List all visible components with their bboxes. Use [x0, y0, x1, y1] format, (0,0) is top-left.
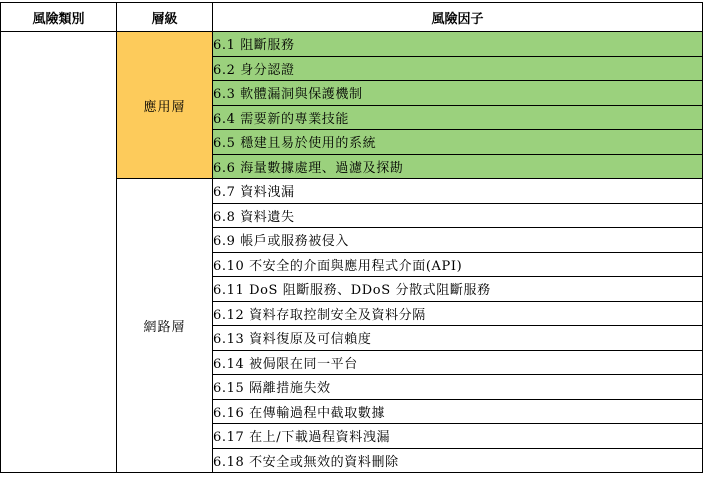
- risk-factor-table: [0, 2, 703, 473]
- risk-factor-cell: 6.5 穩建且易於使用的系統: [213, 130, 703, 155]
- risk-category-cell: [1, 32, 117, 473]
- risk-factor-cell: 6.4 需要新的專業技能: [213, 105, 703, 130]
- risk-factor-cell: 6.13 資料復原及可信賴度: [213, 326, 703, 351]
- risk-factor-cell: 6.2 身分認證: [213, 56, 703, 81]
- risk-factor-cell: 6.18 不安全或無效的資料刪除: [213, 448, 703, 473]
- header-risk-category: 風險類別: [1, 3, 117, 32]
- risk-factor-cell: 6.16 在傳輸過程中截取數據: [213, 399, 703, 424]
- table-row: [1, 32, 703, 57]
- risk-factor-cell: 6.15 隔離措施失效: [213, 375, 703, 400]
- risk-factor-cell: 6.3 軟體漏洞與保護機制: [213, 81, 703, 106]
- header-row: [1, 3, 703, 32]
- risk-factor-cell: 6.9 帳戶或服務被侵入: [213, 228, 703, 253]
- header-layer: 層級: [117, 3, 213, 32]
- layer-cell-application: 應用層: [117, 32, 213, 179]
- risk-factor-cell: 6.11 DoS 阻斷服務、DDoS 分散式阻斷服務: [213, 277, 703, 302]
- risk-factor-cell: 6.14 被侷限在同一平台: [213, 350, 703, 375]
- header-risk-factor: 風險因子: [213, 3, 703, 32]
- risk-factor-cell: 6.10 不安全的介面與應用程式介面(API): [213, 252, 703, 277]
- risk-factor-cell: 6.6 海量數據處理、過濾及探勘: [213, 154, 703, 179]
- layer-cell-network: 網路層: [117, 179, 213, 473]
- risk-factor-cell: 6.12 資料存取控制安全及資料分隔: [213, 301, 703, 326]
- risk-factor-cell: 6.1 阻斷服務: [213, 32, 703, 57]
- risk-factor-cell: 6.8 資料遺失: [213, 203, 703, 228]
- risk-factor-cell: 6.7 資料洩漏: [213, 179, 703, 204]
- risk-factor-cell: 6.17 在上/下載過程資料洩漏: [213, 424, 703, 449]
